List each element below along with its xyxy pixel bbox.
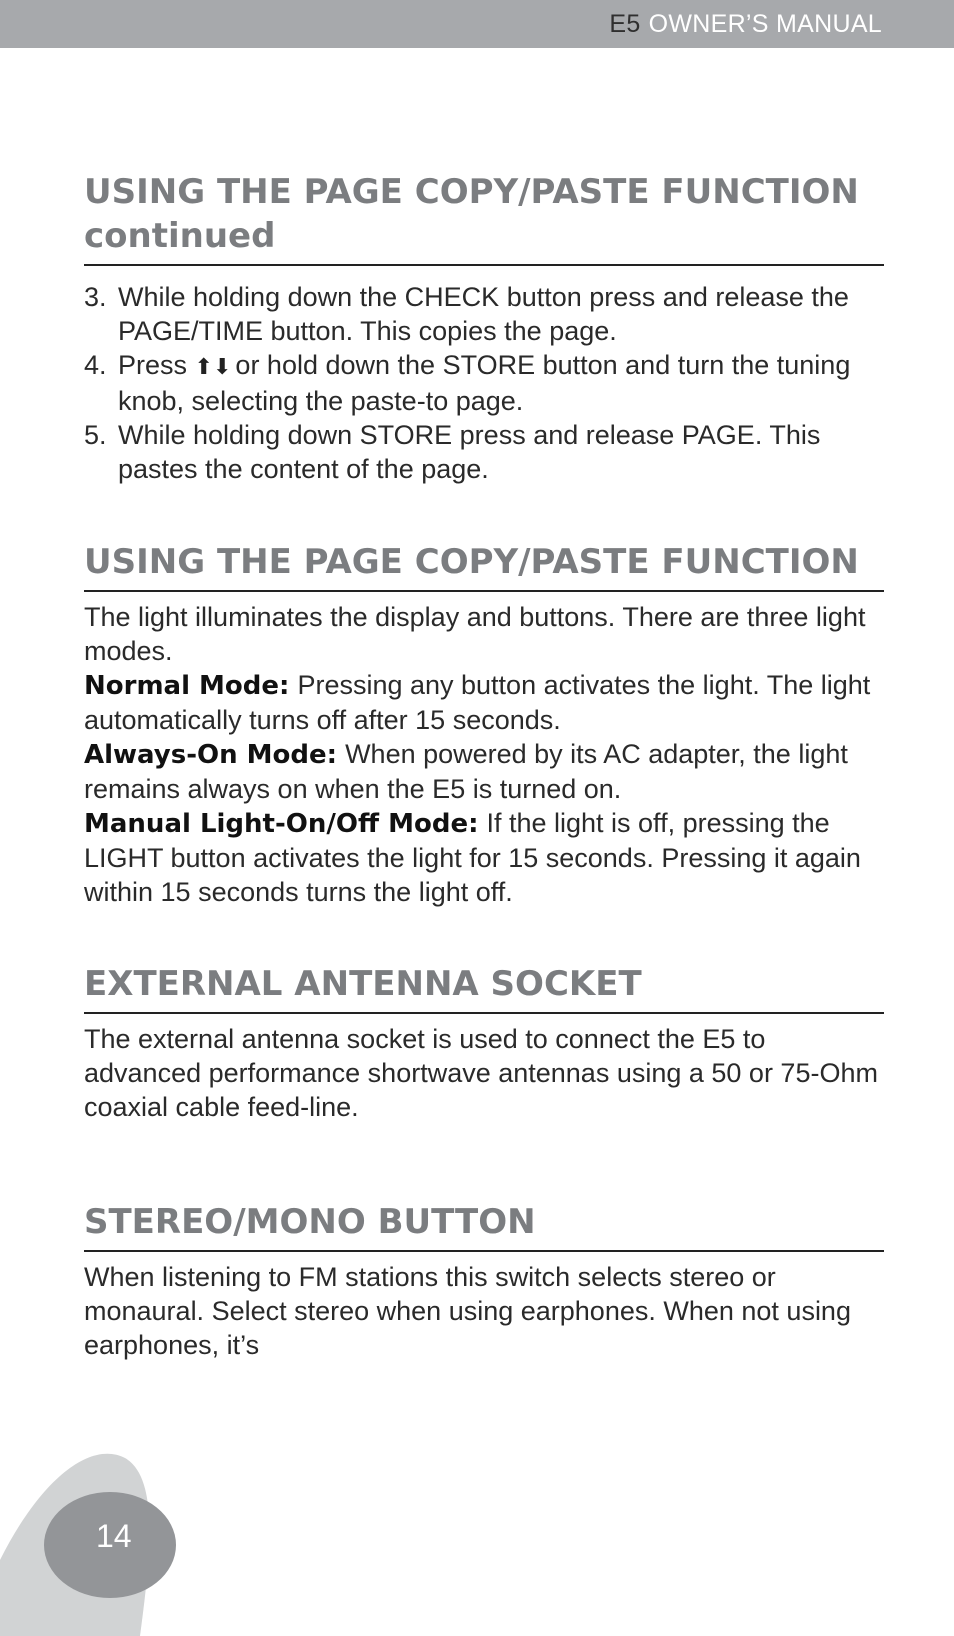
step-number: 5. — [84, 420, 107, 450]
section-intro: The light illuminates the display and buttons. There are three light modes. — [84, 602, 866, 666]
section-title — [84, 170, 884, 266]
step-item — [84, 418, 884, 486]
mode-text: Pressing any button activates the light. The light automatically turns off after 15 seconds. — [84, 670, 871, 735]
section-text: The external antenna socket is used to connect the E5 to advanced performance shortwave antennas using a 50 or 75-Ohm coaxial cable feed-line. — [84, 1024, 878, 1122]
page-number: 14 — [96, 1518, 132, 1554]
section-title-line1: USING THE PAGE COPY/PASTE FUNCTION — [84, 172, 859, 212]
step-text: While holding down the CHECK button press and release the PAGE/TIME button. This copies the page. — [118, 282, 849, 346]
step-number: 3. — [84, 282, 107, 312]
mode-text: When powered by its AC adapter, the light remains always on when the E5 is turned on. — [84, 739, 848, 804]
section-title: USING THE PAGE COPY/PASTE FUNCTION — [84, 540, 884, 592]
section-title: STEREO/MONO BUTTON — [84, 1200, 884, 1252]
steps-list — [84, 280, 884, 486]
section-text: When listening to FM stations this switch selects stereo or monaural. Select stereo when using earphones. When not using earphones, it’s — [84, 1262, 851, 1360]
section-title-line2: continued — [84, 216, 276, 256]
step-number: 4. — [84, 350, 107, 380]
mode-always-on — [84, 737, 884, 806]
mode-label: Always-On Mode: — [84, 740, 338, 770]
step-prefix: Press — [118, 350, 188, 380]
running-header — [609, 10, 882, 39]
section-stereo-mono — [84, 1200, 884, 1362]
header-title: OWNER’S MANUAL — [648, 10, 882, 38]
section-external-antenna — [84, 962, 884, 1124]
mode-manual — [84, 806, 884, 909]
mode-normal — [84, 668, 884, 737]
section-light-modes — [84, 540, 884, 909]
step-text: While holding down STORE press and release PAGE. This pastes the content of the page. — [118, 420, 821, 484]
mode-label: Normal Mode: — [84, 671, 290, 701]
header-model: E5 — [609, 10, 641, 38]
section-title: EXTERNAL ANTENNA SOCKET — [84, 962, 884, 1014]
step-text: or hold down the STORE button and turn the tuning knob, selecting the paste-to page. — [118, 350, 851, 416]
section-copy-paste-continued — [84, 170, 884, 486]
step-item — [84, 280, 884, 348]
step-item — [84, 348, 884, 418]
mode-label: Manual Light-On/Off Mode: — [84, 809, 479, 839]
mode-text: If the light is off, pressing the LIGHT button activates the light for 15 seconds. Pressing it again within 15 seconds turns the light off. — [84, 808, 861, 907]
header-bar — [0, 0, 954, 48]
up-down-arrows-icon: ⬆⬇ — [194, 354, 232, 379]
